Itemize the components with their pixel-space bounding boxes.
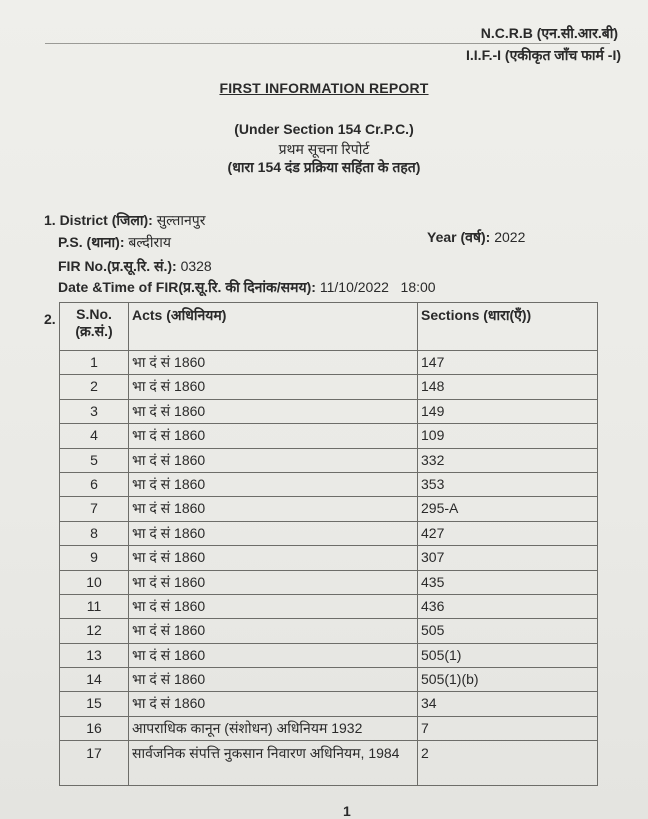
table-row	[60, 351, 598, 375]
row-act: भा दं सं 1860	[129, 424, 418, 448]
subtitle-hindi-section: (धारा 154 दंड प्रक्रिया सहिंता के तहत)	[227, 159, 421, 175]
row-section: 147	[418, 351, 598, 375]
row-act: सार्वजनिक संपत्ति नुकसान निवारण अधिनियम, 1984	[129, 741, 418, 786]
row-sno: 9	[60, 546, 129, 570]
row-act: भा दं सं 1860	[129, 570, 418, 594]
row-section: 34	[418, 692, 598, 716]
row-act: भा दं सं 1860	[129, 521, 418, 545]
table-row	[60, 619, 598, 643]
row-act: भा दं सं 1860	[129, 643, 418, 667]
table-header-row	[60, 303, 598, 351]
row-act: भा दं सं 1860	[129, 497, 418, 521]
row-sno: 4	[60, 424, 129, 448]
acts-sections-table	[59, 302, 598, 786]
row-sno: 8	[60, 521, 129, 545]
table-row	[60, 546, 598, 570]
header-rule	[45, 43, 610, 44]
district-field	[44, 211, 205, 230]
row-section: 436	[418, 594, 598, 618]
row-sno: 5	[60, 448, 129, 472]
row-sno: 17	[60, 741, 129, 786]
report-title: FIRST INFORMATION REPORT	[219, 80, 429, 96]
row-sno: 1	[60, 351, 129, 375]
row-sno: 2	[60, 375, 129, 399]
table-row	[60, 570, 598, 594]
row-sno: 14	[60, 668, 129, 692]
table-row	[60, 424, 598, 448]
table-row	[60, 716, 598, 740]
row-section: 427	[418, 521, 598, 545]
row-section: 505	[418, 619, 598, 643]
row-sno: 10	[60, 570, 129, 594]
row-sno: 16	[60, 716, 129, 740]
row-sno: 15	[60, 692, 129, 716]
year-label: Year (वर्ष):	[427, 229, 491, 245]
year-field	[427, 228, 525, 247]
row-section: 295-A	[418, 497, 598, 521]
table-row	[60, 399, 598, 423]
police-station-field	[58, 233, 171, 252]
row-section: 307	[418, 546, 598, 570]
row-act: भा दं सं 1860	[129, 546, 418, 570]
row-section: 109	[418, 424, 598, 448]
header-acts: Acts (अधिनियम)	[129, 303, 418, 351]
subtitle-hindi: प्रथम सूचना रिपोर्ट	[278, 141, 370, 157]
row-act: भा दं सं 1860	[129, 351, 418, 375]
table-row	[60, 521, 598, 545]
header-sno: S.No. (क्र.सं.)	[60, 303, 129, 351]
subtitle-english: (Under Section 154 Cr.P.C.)	[234, 121, 414, 137]
row-section: 505(1)	[418, 643, 598, 667]
fir-number-label: FIR No.(प्र.सू.रि. सं.):	[58, 258, 177, 274]
row-sno: 13	[60, 643, 129, 667]
row-section: 2	[418, 741, 598, 786]
row-section: 148	[418, 375, 598, 399]
row-sno: 6	[60, 472, 129, 496]
row-act: भा दं सं 1860	[129, 472, 418, 496]
row-section: 435	[418, 570, 598, 594]
table-row	[60, 448, 598, 472]
row-sno: 3	[60, 399, 129, 423]
fir-datetime-field	[58, 278, 436, 297]
fir-datetime-value: 11/10/2022 18:00	[319, 279, 436, 295]
row-sno: 11	[60, 594, 129, 618]
page-number: 1	[343, 803, 351, 819]
section-number: 2.	[44, 311, 56, 327]
row-act: भा दं सं 1860	[129, 375, 418, 399]
iif-label: I.I.F.-I (एकीकृत जाँच फार्म -I)	[466, 47, 621, 63]
row-section: 149	[418, 399, 598, 423]
row-act: भा दं सं 1860	[129, 692, 418, 716]
police-station-label: P.S. (थाना):	[58, 234, 125, 250]
table-row	[60, 375, 598, 399]
row-act: भा दं सं 1860	[129, 594, 418, 618]
table-row	[60, 497, 598, 521]
row-act: भा दं सं 1860	[129, 619, 418, 643]
header-sections: Sections (धारा(एँ))	[418, 303, 598, 351]
table-row	[60, 741, 598, 786]
row-act: आपराधिक कानून (संशोधन) अधिनियम 1932	[129, 716, 418, 740]
police-station-value: बल्दीराय	[128, 234, 171, 250]
table-row	[60, 594, 598, 618]
row-act: भा दं सं 1860	[129, 448, 418, 472]
ncrb-label: N.C.R.B (एन.सी.आर.बी)	[480, 25, 618, 41]
table-row	[60, 692, 598, 716]
table-row	[60, 668, 598, 692]
row-sno: 12	[60, 619, 129, 643]
row-section: 7	[418, 716, 598, 740]
row-sno: 7	[60, 497, 129, 521]
table-row	[60, 643, 598, 667]
row-section: 353	[418, 472, 598, 496]
fir-datetime-label: Date &Time of FIR(प्र.सू.रि. की दिनांक/समय):	[58, 279, 316, 295]
row-section: 332	[418, 448, 598, 472]
fir-number-value: 0328	[180, 258, 212, 274]
fir-number-field	[58, 257, 212, 276]
year-value: 2022	[494, 229, 526, 245]
district-value: सुल्तानपुर	[156, 212, 206, 228]
row-act: भा दं सं 1860	[129, 399, 418, 423]
table-row	[60, 472, 598, 496]
district-label: 1. District (जिला):	[44, 212, 153, 228]
row-act: भा दं सं 1860	[129, 668, 418, 692]
row-section: 505(1)(b)	[418, 668, 598, 692]
